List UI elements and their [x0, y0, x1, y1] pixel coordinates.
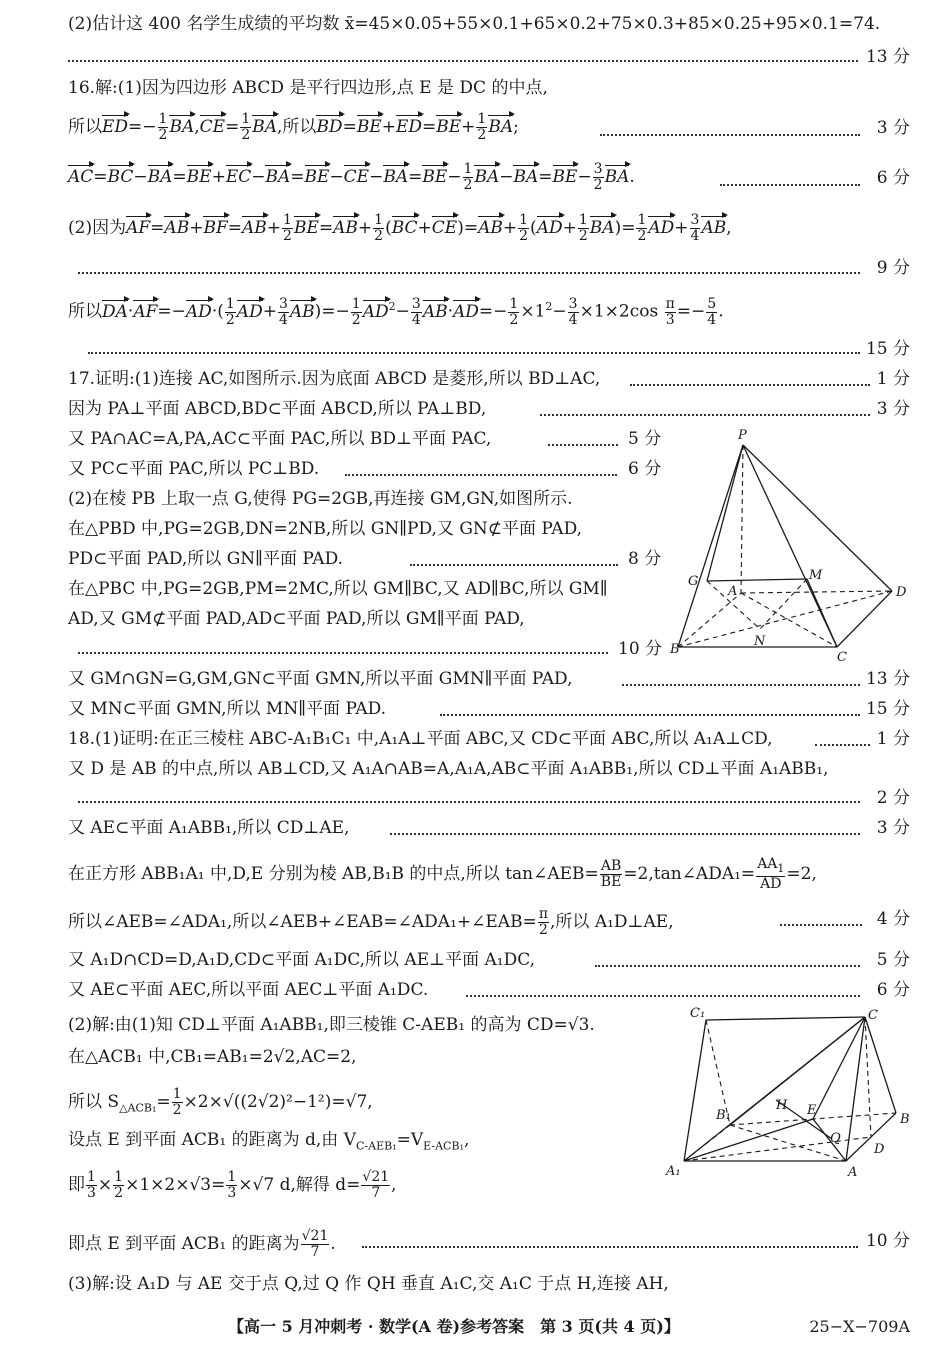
q16-intro: 16.解:(1)因为四边形 ABCD 是平行四边形,点 E 是 DC 的中点, [68, 78, 548, 98]
footer-title: 【高一 5 月冲刺考 · 数学(A 卷)参考答案 第 3 页(共 4 页)】 [228, 1317, 680, 1336]
leader-dots [630, 384, 870, 386]
score: 6 分 [876, 980, 910, 1000]
score: 3 分 [876, 399, 910, 419]
label-G: G [688, 574, 699, 589]
score: 5 分 [628, 429, 662, 449]
leader-dots [548, 444, 618, 446]
leader-dots [720, 184, 860, 186]
label-B1: B₁ [716, 1108, 731, 1123]
q17-line1: 17.证明:(1)连接 AC,如图所示.因为底面 ABCD 是菱形,所以 BD⊥AC, [68, 369, 601, 389]
score: 15 分 [865, 699, 910, 719]
q18-line11: 设点 E 到平面 ACB₁ 的距离为 d,由 $V_{C-AEB_1}=V_{E-ACB_1}$, [68, 1130, 470, 1153]
q17-line4: 又 PC⊂平面 PAC,所以 PC⊥BD. [68, 459, 320, 479]
score: 10 分 [865, 1231, 910, 1251]
label-C: C [837, 650, 847, 665]
q18-line1: 18.(1)证明:在正三棱柱 ABC-A₁B₁C₁ 中,A₁A⊥平面 ABC,又 CD⊂平面 ABC,所以 A₁A⊥CD, [68, 729, 773, 749]
leader-dots [410, 564, 618, 566]
leader-dots [390, 833, 860, 835]
score: 15 分 [865, 339, 910, 359]
leader-dots [68, 60, 858, 62]
q16-eq3: (2)因为AF=AB+BF=AB+ $\frac{1}{2}$ BE=AB+ $\frac{1}{2}$ (BC+CE)=AB+ $\frac{1}{2}$ (AD+ $\frac{1}{2}$ BA)= $\frac{1}{2}$ AD+ $\frac{3}{4}$ AB, [68, 212, 732, 244]
q18-line2: 又 D 是 AB 的中点,所以 AB⊥CD,又 A₁A∩AB=A,A₁A,AB⊂平面 A₁ABB₁,所以 CD⊥平面 A₁ABB₁, [68, 759, 829, 779]
score: 4 分 [876, 909, 910, 929]
leader-dots [345, 474, 617, 476]
footer-code: 25−X−709A [809, 1317, 910, 1336]
label-A: A [848, 1165, 858, 1180]
leader-dots [362, 1246, 858, 1248]
score: 6 分 [876, 168, 910, 188]
label-D: D [896, 585, 907, 600]
label-E: E [807, 1103, 817, 1118]
leader-dots [600, 134, 860, 136]
q17-line9: AD,又 GM⊄平面 PAD,AD⊂平面 PAD,所以 GM∥平面 PAD, [68, 609, 525, 629]
leader-dots [595, 965, 860, 967]
score: 3 分 [876, 118, 910, 138]
q18-line13: 即点 E 到平面 ACB₁ 的距离为 $\frac{√21}{7}$ . [68, 1228, 336, 1260]
q17-line12: 又 MN⊂平面 GMN,所以 MN∥平面 PAD. [68, 699, 387, 719]
q18-line4: 在正方形 ABB₁A₁ 中,D,E 分别为棱 AB,B₁B 的中点,所以 tan∠AEB= $\frac{AB}{BE}$ =2,tan∠ADA₁= $\frac{AA_1}{AD}$ =2, [68, 856, 817, 892]
q15-2-line: (2)估计这 400 名学生成绩的平均数 x̄=45×0.05+55×0.1+65×0.2+75×0.3+85×0.25+95×0.1=74. [68, 14, 881, 34]
label-H: H [776, 1098, 788, 1113]
q16-eq4: 所以DA·AF=−AD·( $\frac{1}{2}$ AD+ $\frac{3}{4}$ AB)=− $\frac{1}{2}$ $AD^2-$ $\frac{3}{4}$ AB·AD=− $\frac{1}{2}$ $\times 1^2-$ $\frac{3}{4}$ ×1×2cos $\frac{\pi}{3}$ =− $\frac{5}{4}$ . [68, 295, 724, 328]
score: 1 分 [876, 729, 910, 749]
q18-line8: (2)解:由(1)知 CD⊥平面 A₁ABB₁,即三棱锥 C-AEB₁ 的高为 CD=√3. [68, 1015, 595, 1035]
q17-line6: 在△PBD 中,PG=2GB,DN=2NB,所以 GN∥PD,又 GN⊄平面 PAD, [68, 519, 583, 539]
leader-dots [88, 352, 860, 354]
score: 3 分 [876, 818, 910, 838]
score: 10 分 [618, 639, 663, 659]
q18-line9: 在△ACB₁ 中,CB₁=AB₁=2√2,AC=2, [68, 1047, 357, 1067]
score: 9 分 [876, 258, 910, 278]
q17-line7: PD⊂平面 PAD,所以 GN∥平面 PAD. [68, 549, 343, 569]
score: 6 分 [628, 459, 662, 479]
q16-eq1: 所以ED=− $\frac{1}{2}$ BA,CE= $\frac{1}{2}$ BA,所以BD=BE+ED=BE+ $\frac{1}{2}$ BA; [68, 111, 519, 143]
leader-dots [78, 801, 860, 803]
q17-line11: 又 GM∩GN=G,GM,GN⊂平面 GMN,所以平面 GMN∥平面 PAD, [68, 669, 573, 689]
q18-line14: (3)解:设 A₁D 与 AE 交于点 Q,过 Q 作 QH 垂直 A₁C,交 A₁C 于点 H,连接 AH, [68, 1274, 669, 1294]
label-P: P [738, 428, 747, 443]
leader-dots [622, 684, 860, 686]
leader-dots [78, 272, 860, 274]
score: 13 分 [865, 669, 910, 689]
prism-figure [660, 1003, 920, 1188]
label-C: C [868, 1008, 878, 1023]
label-D: D [874, 1142, 885, 1157]
leader-dots [780, 924, 862, 926]
score: 8 分 [628, 549, 662, 569]
leader-dots [78, 652, 608, 654]
q16-eq2: AC=BC−BA=BE+EC−BA=BE−CE−BA=BE− $\frac{1}{2}$ BA−BA=BE− $\frac{3}{2}$ BA. [68, 161, 635, 193]
leader-dots [466, 995, 860, 997]
leader-dots [540, 414, 870, 416]
q18-line5: 所以∠AEB=∠ADA₁,所以∠AEB+∠EAB=∠ADA₁+∠EAB= $\frac{\pi}{2}$ ,所以 A₁D⊥AE, [68, 906, 674, 938]
q17-line5: (2)在棱 PB 上取一点 G,使得 PG=2GB,再连接 GM,GN,如图所示. [68, 489, 573, 509]
q18-line6: 又 A₁D∩CD=D,A₁D,CD⊂平面 A₁DC,所以 AE⊥平面 A₁DC, [68, 950, 536, 970]
score: 2 分 [876, 788, 910, 808]
score: 1 分 [876, 369, 910, 389]
label-N: N [754, 634, 766, 649]
q18-line3: 又 AE⊂平面 A₁ABB₁,所以 CD⊥AE, [68, 818, 350, 838]
q18-line7: 又 AE⊂平面 AEC,所以平面 AEC⊥平面 A₁DC. [68, 980, 429, 1000]
label-C1: C₁ [690, 1006, 706, 1021]
leader-dots [815, 744, 870, 746]
q18-line10: 所以 $S_{\triangle ACB_1}=$ $\frac{1}{2}$ ×2×√((2√2)²−1²)=√7, [68, 1086, 373, 1118]
score: 13 分 [865, 47, 910, 67]
label-A1: A₁ [666, 1164, 681, 1179]
label-B: B [670, 642, 680, 657]
label-M: M [809, 568, 823, 583]
q17-line2: 因为 PA⊥平面 ABCD,BD⊂平面 ABCD,所以 PA⊥BD, [68, 399, 487, 419]
q18-line12: 即 $\frac{1}{3}$ × $\frac{1}{2}$ ×1×2×√3= $\frac{1}{3}$ ×√7 d,解得 d= $\frac{√21}{7}$ , [68, 1169, 397, 1201]
score: 5 分 [876, 950, 910, 970]
label-Q: Q [830, 1131, 841, 1146]
leader-dots [440, 714, 860, 716]
label-A: A [728, 584, 738, 599]
label-B: B [900, 1112, 910, 1127]
q17-line3: 又 PA∩AC=A,PA,AC⊂平面 PAC,所以 BD⊥平面 PAC, [68, 429, 492, 449]
q17-line8: 在△PBC 中,PG=2GB,PM=2MC,所以 GM∥BC,又 AD∥BC,所以 GM∥ [68, 579, 608, 599]
pyramid-figure [670, 425, 920, 670]
